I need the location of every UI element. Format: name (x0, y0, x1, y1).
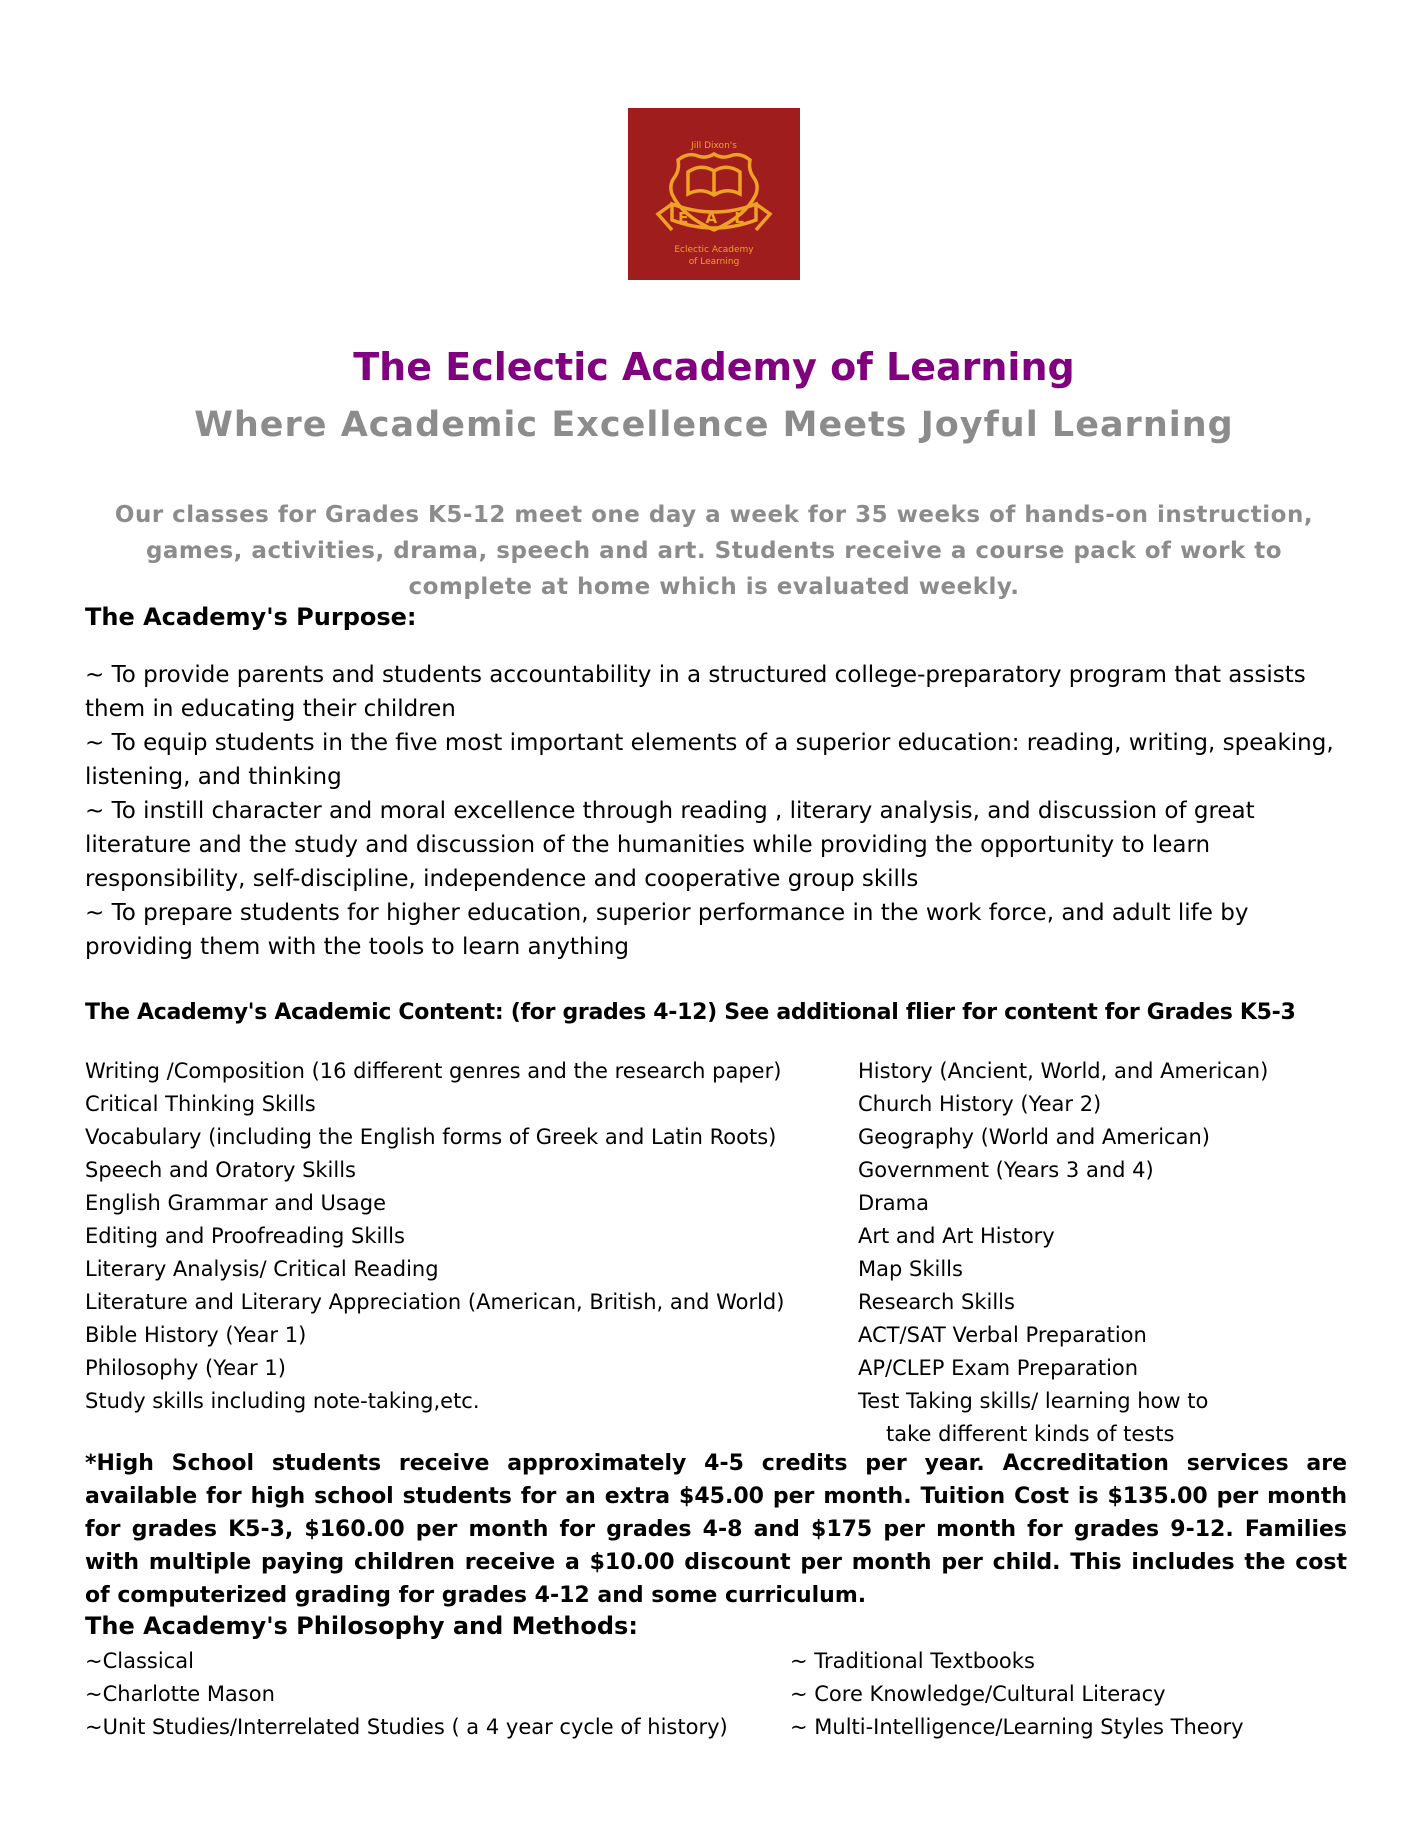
subject-item-wrap: take different kinds of tests (886, 1422, 1175, 1446)
purpose-item: ~ To prepare students for higher education, superior performance in the work force, and adult life by providing them with the tools to learn anything (85, 900, 1249, 960)
subject-item: Map Skills (858, 1257, 963, 1281)
method-item: ~Classical (85, 1649, 194, 1673)
subject-item: Speech and Oratory Skills (85, 1158, 357, 1182)
purpose-list (85, 658, 1357, 964)
method-item: ~ Core Knowledge/Cultural Literacy (790, 1682, 1166, 1706)
subject-item: Research Skills (858, 1290, 1015, 1314)
academic-content-heading: The Academy's Academic Content: (for grades 4-12) See additional flier for content for Grades K5-3 (85, 1000, 1296, 1025)
page-subtitle: Where Academic Excellence Meets Joyful Learning (194, 405, 1234, 445)
subject-item: Geography (World and American) (858, 1125, 1210, 1149)
subject-item: Art and Art History (858, 1224, 1055, 1248)
crest-top-text: Jill Dixon's (691, 141, 737, 151)
page-title: The Eclectic Academy of Learning (353, 345, 1075, 389)
methods-left-column (85, 1645, 728, 1744)
subject-item: Vocabulary (including the English forms of Greek and Latin Roots) (85, 1125, 777, 1149)
subject-item: Editing and Proofreading Skills (85, 1224, 405, 1248)
subject-item: Critical Thinking Skills (85, 1092, 316, 1116)
methods-heading: The Academy's Philosophy and Methods: (85, 1612, 638, 1640)
subject-item: Literary Analysis/ Critical Reading (85, 1257, 439, 1281)
subject-item: History (Ancient, World, and American) (858, 1059, 1269, 1083)
crest-bottom-text-2: of Learning (688, 257, 740, 267)
subject-item: Government (Years 3 and 4) (858, 1158, 1154, 1182)
intro-paragraph: Our classes for Grades K5-12 meet one day a week for 35 weeks of hands-on instruction, games, activities, drama, speech and art. Students receive a course pack of work to complete at home which is evaluated weekly. (114, 502, 1314, 600)
crest-monogram: E A L (678, 209, 750, 227)
subject-item: Study skills including note-taking,etc. (85, 1389, 480, 1413)
academic-left-column (85, 1055, 784, 1418)
subject-item: Philosophy (Year 1) (85, 1356, 286, 1380)
method-item: ~Charlotte Mason (85, 1682, 275, 1706)
method-item: ~Unit Studies/Interrelated Studies ( a 4 year cycle of history) (85, 1715, 728, 1739)
subject-item: Literature and Literary Appreciation (American, British, and World) (85, 1290, 785, 1314)
subject-item: Writing /Composition (16 different genres and the research paper) (85, 1059, 782, 1083)
purpose-item: ~ To equip students in the five most important elements of a superior education: reading, writing, speaking, listening, and thinking (85, 730, 1334, 790)
method-item: ~ Multi-Intelligence/Learning Styles Theory (790, 1715, 1244, 1739)
school-logo (628, 108, 800, 280)
tuition-paragraph: *High School students receive approximately 4-5 credits per year. Accreditation services are available for high school students for an extra $45.00 per month. Tuition Cost is $135.00 per month for grades K5-3, $160.00 per month for grades 4-8 and $175 per month for grades 9-12. Families with multiple paying children receive a $10.00 discount per month per child. This includes the cost of computerized grading for grades 4-12 and some curriculum. (85, 1451, 1347, 1608)
purpose-item: ~ To provide parents and students accountability in a structured college-preparatory program that assists them in educating their children (85, 662, 1306, 722)
subject-item: Test Taking skills/ learning how to (858, 1389, 1209, 1413)
subject-item: AP/CLEP Exam Preparation (858, 1356, 1139, 1380)
school-crest-icon (628, 108, 800, 280)
method-item: ~ Traditional Textbooks (790, 1649, 1035, 1673)
subject-item: Drama (858, 1191, 929, 1215)
subject-item: Church History (Year 2) (858, 1092, 1102, 1116)
subject-item: Bible History (Year 1) (85, 1323, 307, 1347)
purpose-item: ~ To instill character and moral excellence through reading , literary analysis, and discussion of great literature and the study and discussion of the humanities while providing the opportunity to learn responsibility, self-discipline, independence and cooperative group skills (85, 798, 1255, 892)
purpose-heading: The Academy's Purpose: (85, 603, 417, 631)
crest-bottom-text-1: Eclectic Academy (674, 245, 754, 255)
academic-right-column (858, 1055, 1268, 1451)
methods-right-column (790, 1645, 1244, 1744)
subject-item: English Grammar and Usage (85, 1191, 386, 1215)
subject-item: ACT/SAT Verbal Preparation (858, 1323, 1147, 1347)
